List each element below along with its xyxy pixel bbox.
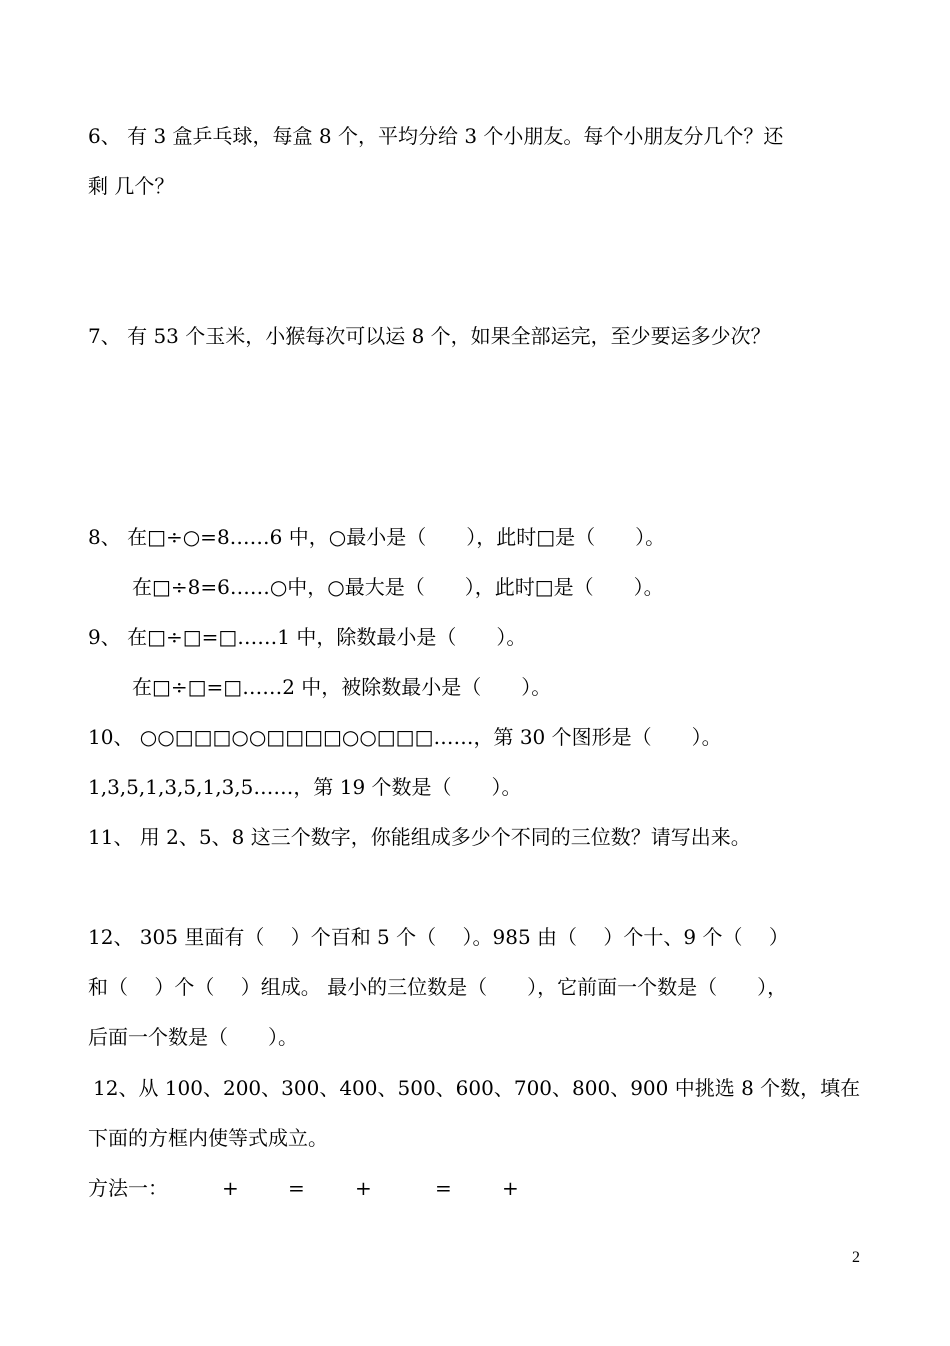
question-12b-line-2: 下面的方框内使等式成立。 <box>88 1126 328 1150</box>
question-10-line-2: 1,3,5,1,3,5,1,3,5……，第 19 个数是（ ）。 <box>88 775 522 799</box>
equals-sign-2: = <box>435 1176 452 1200</box>
question-9-line-2: 在□÷□=□……2 中，被除数最小是（ ）。 <box>132 675 552 699</box>
question-12a-line-1: 12、 305 里面有（ ）个百和 5 个（ ）。985 由（ ）个十、9 个（ ） <box>88 925 789 949</box>
plus-sign-3: + <box>502 1176 519 1200</box>
question-11-line-1: 11、 用 2、5、8 这三个数字，你能组成多少个不同的三位数？请写出来。 <box>88 825 751 849</box>
page-number: 2 <box>852 1249 860 1266</box>
question-7-line-1: 7、 有 53 个玉米，小猴每次可以运 8 个，如果全部运完，至少要运多少次？ <box>88 324 771 348</box>
question-10-line-1: 10、 ○○□□□○○□□□□○○□□□……，第 30 个图形是（ ）。 <box>88 725 722 749</box>
question-8-line-2: 在□÷8=6……○中，○最大是（ ），此时□是（ ）。 <box>132 575 664 599</box>
question-6-line-1: 6、 有 3 盒乒乓球，每盒 8 个，平均分给 3 个小朋友。每个小朋友分几个？还 <box>88 124 784 148</box>
question-12a-line-2: 和（ ）个（ ）组成。 最小的三位数是（ ），它前面一个数是（ ）， <box>88 975 788 999</box>
question-12a-line-3: 后面一个数是（ ）。 <box>88 1025 298 1049</box>
plus-sign-1: + <box>222 1176 239 1200</box>
plus-sign-2: + <box>355 1176 372 1200</box>
question-8-line-1: 8、 在□÷○=8……6 中，○最小是（ ），此时□是（ ）。 <box>88 525 666 549</box>
question-12b-line-1: 12、从 100、200、300、400、500、600、700、800、900 中挑选 8 个数，填在 <box>93 1076 861 1100</box>
equals-sign-1: = <box>288 1176 305 1200</box>
question-9-line-1: 9、 在□÷□=□……1 中，除数最小是（ ）。 <box>88 625 527 649</box>
question-6-line-2: 剩 几个？ <box>88 174 175 198</box>
method-one-label: 方法一： <box>88 1176 168 1200</box>
